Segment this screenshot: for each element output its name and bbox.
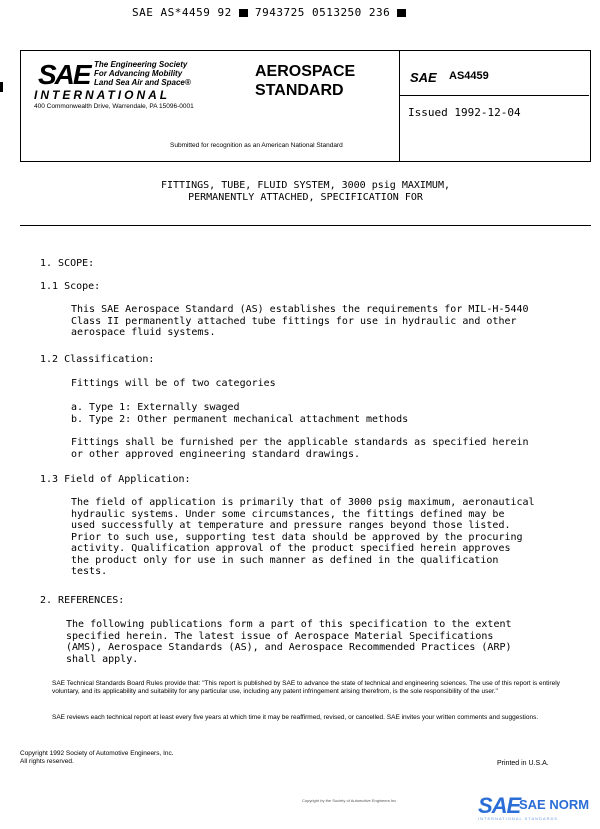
title-line: PERMANENTLY ATTACHED, SPECIFICATION FOR [188,192,423,203]
watermark-sae-logo: SAE [478,793,521,818]
text-line: hydraulic systems. Under some circumstances, the fittings defined may be [71,508,505,520]
document-number: AS4459 [449,70,489,82]
text-line: The following publications form a part of this specification to the extent [66,619,512,630]
watermark-subtitle: INTERNATIONAL STANDARDS [478,816,559,821]
watermark-sae-norm: SAE NORM [519,797,590,812]
disclaimer-review: SAE reviews each technical report at least every five years at which time it may be reaffirmed, revised, or cancelled. SAE invites your written comments and suggestions. [52,714,539,721]
copyright-line: Copyright 1992 Society of Automotive Engineers, Inc. [20,750,174,757]
text-line: (AMS), Aerospace Standards (AS), and Aerospace Recommended Practices (ARP) [66,642,512,653]
printed-in: Printed in U.S.A. [497,760,549,767]
copyright [20,750,174,766]
sae-address: 400 Commonwealth Drive, Warrendale, PA 15096-0001 [34,103,194,110]
tagline-line: Land Sea Air and Space® [94,78,191,87]
sae-logo-mark: SAE [38,59,90,90]
issued-date: Issued 1992-12-04 [408,106,521,119]
paragraph-scope [71,304,551,339]
ansi-note: Submitted for recognition as an American National Standard [170,142,343,149]
text-line: aerospace fluid systems. [71,327,216,338]
document-type [255,62,355,100]
disclaimer-rules: SAE Technical Standards Board Rules provide that: "This report is published by SAE to advance the state of technical and engineering sciences. The use of this report is entirely voluntary, and its applicability and suitability for any particular use, including any patent infringement arising therefrom, is the sole responsibility of the user." [52,680,560,695]
sae-small-logo: SAE [410,70,437,85]
paragraph-field-of-application [71,497,551,578]
doc-type-line: STANDARD [255,82,344,99]
text-line: Fittings shall be furnished per the applicable standards as specified herein [71,437,529,448]
title-separator [20,225,591,226]
copyright-line: All rights reserved. [20,758,74,765]
scan-code-header [132,6,406,19]
heading-field-of-application: 1.3 Field of Application: [40,474,191,485]
heading-scope-1-1: 1.1 Scope: [40,281,101,292]
scan-code-right: 7943725 0513250 236 [254,6,391,19]
text-line: This SAE Aerospace Standard (AS) establishes the requirements for MIL-H-5440 [71,304,529,315]
paragraph-references [66,619,546,665]
scan-block [239,9,248,17]
header-divider [399,50,400,162]
text-line: or other approved engineering standard drawings. [71,448,360,460]
paragraph-classification [71,437,551,460]
international-label: INTERNATIONAL [34,88,171,102]
text-line: tests. [71,566,108,577]
text-line: used successfully at temperature and pressure ranges beyond those listed. [71,520,511,531]
classification-item-b: b. Type 2: Other permanent mechanical attachment methods [71,414,409,425]
text-line: The field of application is primarily that of 3000 psig maximum, aeronautical [71,497,535,508]
document-title [20,180,591,204]
scan-block [397,9,406,17]
text-line: Class II permanently attached tube fittings for use in hydraulic and other [71,315,517,327]
title-line: FITTINGS, TUBE, FLUID SYSTEM, 3000 psig MAXIMUM, [161,180,450,191]
classification-intro: Fittings will be of two categories [71,378,276,389]
header-right-divider [400,95,589,96]
text-line: shall apply. [66,653,139,665]
text-line: Prior to such use, supporting test data should be approved by the procuring [71,531,523,543]
heading-classification: 1.2 Classification: [40,354,155,365]
text-line: specified herein. The latest issue of Aerospace Material Specifications [66,630,494,642]
tagline-line: The Engineering Society [94,60,188,69]
heading-scope: 1. SCOPE: [40,258,95,269]
classification-item-a: a. Type 1: Externally swaged [71,402,240,413]
tagline-line: For Advancing Mobility [94,69,183,78]
sae-tagline [94,60,191,87]
heading-references: 2. REFERENCES: [40,595,125,606]
footer-tiny-text: Copyright by the Society of Automotive Engineers Inc [302,798,397,803]
text-line: the product only for use in such manner as defined in the qualification [71,554,499,566]
scan-code-left: SAE AS*4459 92 [132,6,232,19]
doc-type-line: AEROSPACE [255,63,356,80]
scan-edge-mark [0,82,3,92]
text-line: activity. Qualification approval of the product specified herein approves [71,543,511,554]
